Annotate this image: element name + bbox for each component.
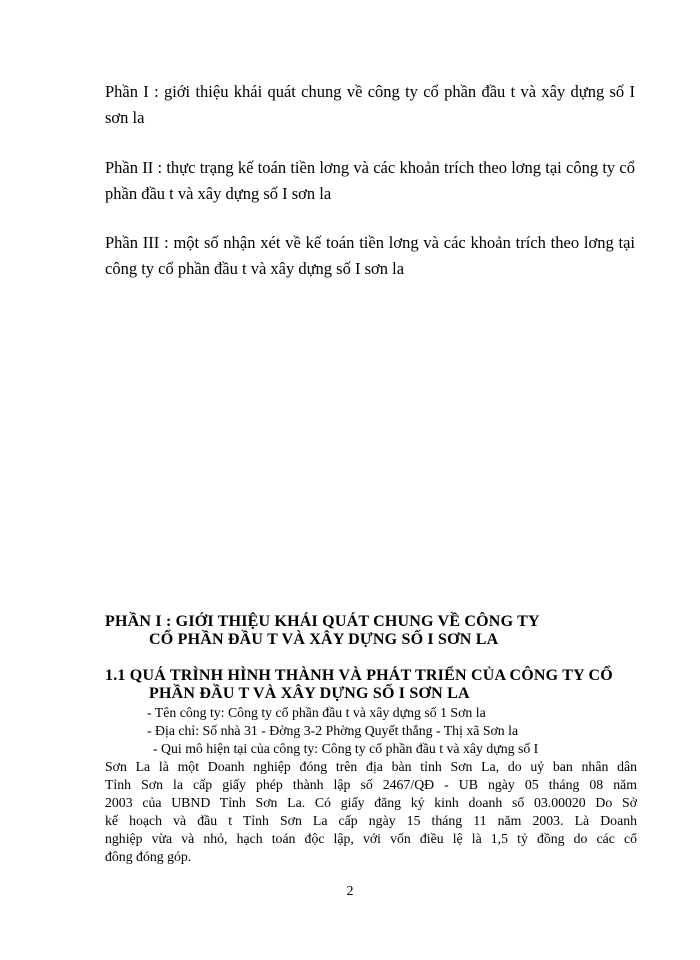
company-description-line: kế hoạch và đầu t Tỉnh Sơn La cấp ngày 15 tháng 11 năm 2003. Là Doanh [105,813,637,828]
company-description-line: nghiệp vừa và nhỏ, hạch toán độc lập, với vốn điều lệ là 1,5 tỷ đồng do các cổ [105,831,637,846]
section-1-1-heading-line-1: 1.1 QUÁ TRÌNH HÌNH THÀNH VÀ PHÁT TRIỂN CỦA CÔNG TY CỔ [105,667,613,684]
toc-part-1: Phần I : giới thiệu khái quát chung về công ty cổ phần đầu t và xây dựng số I sơn la [105,82,635,127]
company-name-line: - Tên công ty: Công ty cổ phần đầu t và xây dựng số 1 Sơn la [147,705,486,720]
page-number: 2 [346,884,354,899]
company-description-last-line: đông đóng góp. [105,849,192,864]
company-info [105,704,637,866]
company-description-line: 2003 của UBND Tỉnh Sơn La. Có giấy đăng ký kinh doanh số 03.00020 Do Sở [105,795,637,810]
section-1-1-heading [105,667,650,703]
toc-part-3: Phần III : một số nhận xét về kế toán tiền lơng và các khoản trích theo lơng tại công ty cổ phần đầu t và xây dựng số I sơn la [105,233,635,278]
section-1-1-heading-line-2: PHẦN ĐẦU T VÀ XÂY DỰNG SỐ I SƠN LA [149,685,470,702]
part-1-heading-line-1: PHẦN I : GIỚI THIỆU KHÁI QUÁT CHUNG VỀ CÔNG TY [105,613,540,630]
company-scale-line: - Qui mô hiện tại của công ty: Công ty cổ phần đầu t và xây dựng số I [153,741,539,756]
company-address-line: - Địa chỉ: Số nhà 31 - Đờng 3-2 Phờng Quyết thắng - Thị xã Sơn la [147,723,519,738]
part-1-heading [105,613,635,649]
company-description-line: Tỉnh Sơn la cấp giấy phép thành lập số 2467/QĐ - UB ngày 05 tháng 08 năm [105,777,637,792]
company-description-line: Sơn La là một Doanh nghiệp đóng trên địa bàn tỉnh Sơn La, do uỷ ban nhân dân [105,759,637,774]
part-1-heading-line-2: CỔ PHẦN ĐẦU T VÀ XÂY DỰNG SỐ I SƠN LA [149,631,499,648]
toc-part-2: Phần II : thực trạng kế toán tiền lơng và các khoản trích theo lơng tại công ty cổ phần đầu t và xây dựng số I sơn la [105,158,635,203]
